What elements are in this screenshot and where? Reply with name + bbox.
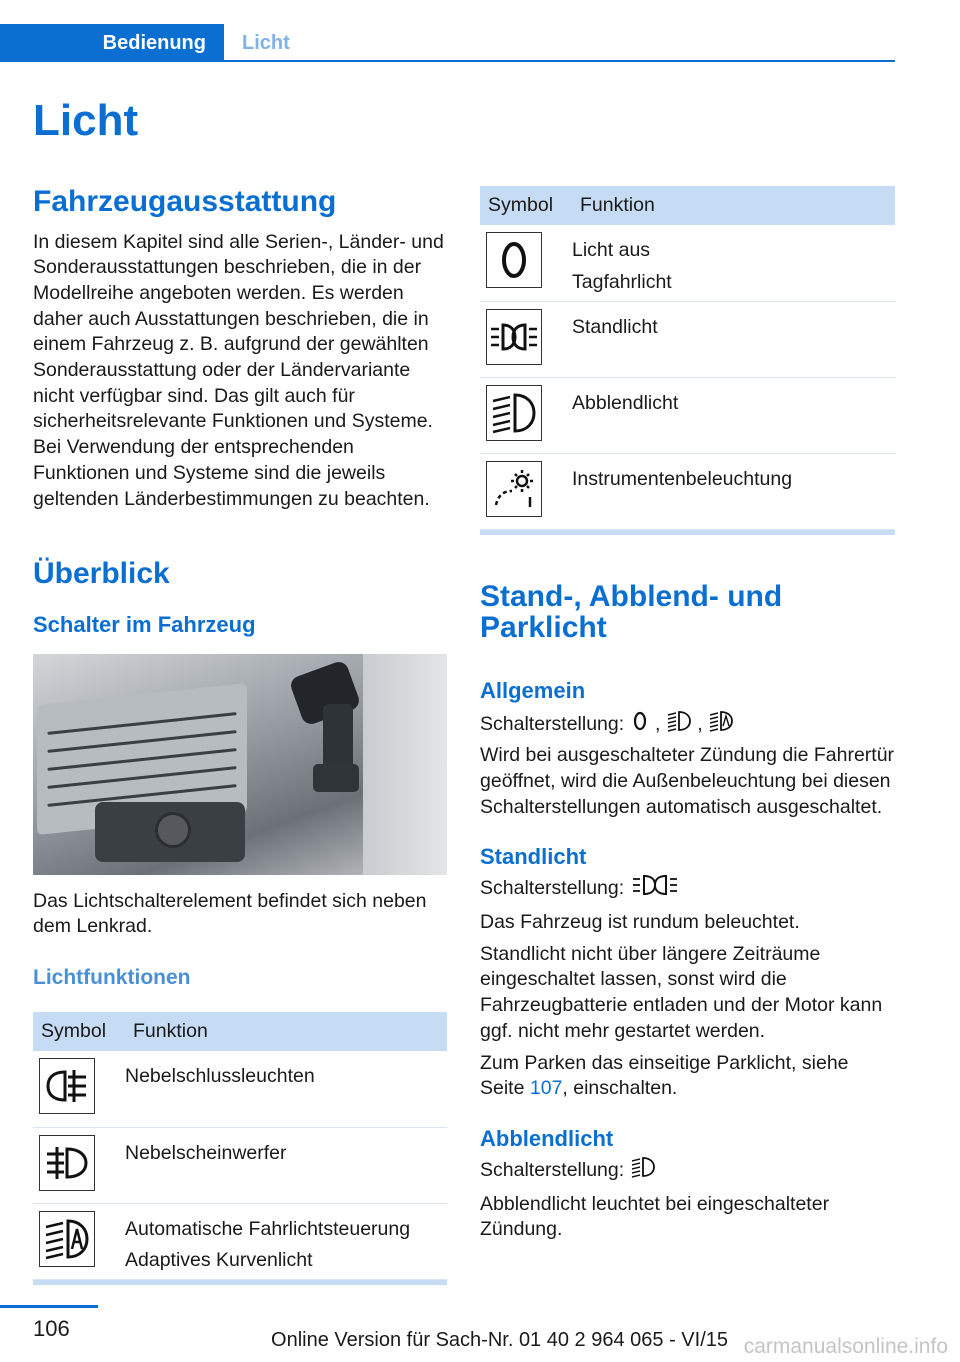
table-row xyxy=(33,1127,447,1203)
standlicht-text-3 xyxy=(480,1051,895,1102)
instrument-lighting-icon xyxy=(486,461,542,517)
auto-headlight-icon xyxy=(39,1211,95,1267)
light-switch-photo xyxy=(33,654,447,875)
low-beam-icon xyxy=(630,1156,656,1186)
function-label: Abblendlicht xyxy=(572,391,679,414)
table-row xyxy=(480,377,895,453)
section-text-fahrzeugausstattung: In diesem Kapitel sind alle Serien-, Länder- und Sonderausstattungen beschrieben, die in der Modellreihe angeboten werden. Es werden daher auch Ausstattungen beschrieben, die in einem Fahrzeug z. B. aufgrund der gewählten Sonderausstattung oder der Ländervariante nicht verfügbar sind. Das gilt auch für sicherheitsrelevante Funktionen und Systeme. Bei Verwendung der entsprechenden Funktionen und Systeme sind die jeweils geltenden Länderbestimmungen zu beachten. xyxy=(33,230,444,510)
switch-position-line xyxy=(480,874,895,904)
function-label: Nebelscheinwerfer xyxy=(125,1141,287,1164)
function-label: Tagfahrlicht xyxy=(572,270,672,293)
table-end-bar xyxy=(33,1280,447,1285)
switch-position-line: Schalterstellung: , , xyxy=(480,710,895,740)
light-off-icon xyxy=(630,710,650,740)
section-title-stand-abblend-parklicht: Stand-, Abblend- und Parklicht xyxy=(480,579,783,644)
table-end-bar xyxy=(480,530,895,535)
table-row xyxy=(480,453,895,529)
table-row xyxy=(33,1203,447,1279)
left-column xyxy=(33,186,447,1285)
subsection-title-standlicht: Standlicht xyxy=(480,844,587,870)
footer-divider xyxy=(0,1305,98,1308)
watermark: carmanualsonline.info xyxy=(743,1335,948,1358)
section-title-fahrzeugausstattung: Fahrzeugausstattung xyxy=(33,185,337,218)
online-version-note: Online Version für Sach-Nr. 01 40 2 964 065 - VI/15 xyxy=(271,1329,728,1351)
function-label: Nebelschlussleuchten xyxy=(125,1065,315,1088)
photo-caption: Das Lichtschalterelement befindet sich neben dem Lenkrad. xyxy=(33,889,427,938)
switch-position-label: Schalterstellung: xyxy=(480,1158,625,1181)
allgemein-text: Wird bei ausgeschalteter Zündung die Fahrertür geöffnet, wird die Außenbeleuchtung bei diesen Schalterstellungen automatisch ausgeschaltet. xyxy=(480,744,895,818)
function-label: Instrumentenbeleuchtung xyxy=(572,467,793,490)
table-header-function: Funktion xyxy=(572,186,895,225)
standlicht-text-1: Das Fahrzeug ist rundum beleuchtet. xyxy=(480,911,800,934)
table-header-symbol: Symbol xyxy=(480,186,572,225)
tab-licht[interactable]: Licht xyxy=(242,31,290,54)
page-number: 106 xyxy=(33,1316,70,1341)
standlicht-text-3-pre: Zum Parken das einseitige Parklicht, siehe Seite xyxy=(480,1051,849,1100)
table-row xyxy=(33,1051,447,1127)
subsection-title-allgemein: Allgemein xyxy=(480,677,586,703)
light-off-icon xyxy=(486,232,542,288)
table-header-function: Funktion xyxy=(125,1012,447,1051)
table-row xyxy=(480,301,895,377)
right-column xyxy=(480,186,895,1243)
function-label: Adaptives Kurvenlicht xyxy=(125,1249,313,1272)
standlicht-text-2: Standlicht nicht über längere Zeiträume eingeschaltet lassen, sonst wird die Fahrzeugbatterie entladen und der Motor kann ggf. nicht mehr gestartet werden. xyxy=(480,942,883,1042)
switch-position-label: Schalterstellung: xyxy=(480,877,625,900)
header-divider xyxy=(0,60,895,62)
fog-rear-light-icon xyxy=(39,1058,95,1114)
switch-positions-table xyxy=(480,186,895,530)
switch-position-line xyxy=(480,1156,895,1186)
auto-headlight-icon xyxy=(708,710,734,740)
switch-position-label: Schalterstellung: xyxy=(480,712,625,735)
table-row xyxy=(480,225,895,301)
parking-light-icon xyxy=(630,874,680,904)
header-tabs xyxy=(0,24,308,62)
page-title: Licht xyxy=(33,96,139,145)
standlicht-text-3-post: , einschalten. xyxy=(562,1077,678,1100)
tab-bedienung[interactable]: Bedienung xyxy=(0,24,224,62)
subsection-title-schalter: Schalter im Fahrzeug xyxy=(33,611,256,637)
section-title-ueberblick: Überblick xyxy=(33,557,170,591)
subsection-title-lichtfunktionen: Lichtfunktionen xyxy=(33,966,191,990)
table-header-symbol: Symbol xyxy=(33,1012,125,1051)
page-link-107[interactable]: 107 xyxy=(529,1077,563,1100)
parking-light-icon xyxy=(486,309,542,365)
low-beam-icon xyxy=(666,710,692,740)
abblendlicht-text: Abblendlicht leuchtet bei eingeschalteter Zündung. xyxy=(480,1192,830,1241)
lichtfunktionen-table xyxy=(33,1012,447,1280)
function-label: Licht aus xyxy=(572,239,651,261)
subsection-title-abblendlicht: Abblendlicht xyxy=(480,1125,614,1151)
function-label: Standlicht xyxy=(572,315,658,338)
low-beam-icon xyxy=(486,385,542,441)
function-label: Automatische Fahrlichtsteuerung xyxy=(125,1217,411,1240)
fog-front-light-icon xyxy=(39,1135,95,1191)
